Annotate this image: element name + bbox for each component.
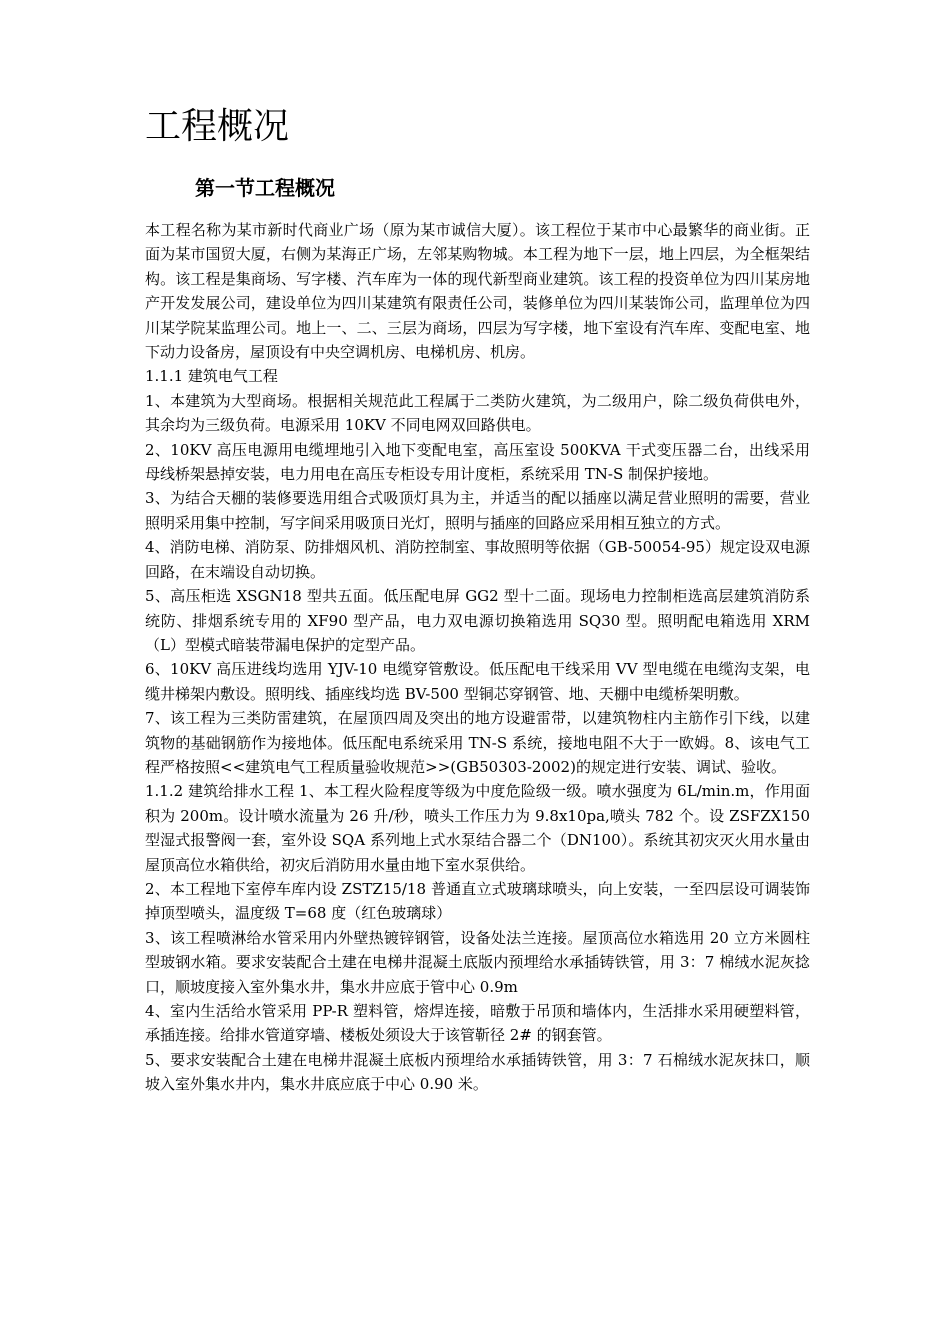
paragraph-plumbing-4: 4、室内生活给水管采用 PP-R 塑料管，熔焊连接，暗敷于吊顶和墙体内，生活排水采用硬塑料管，承插连接。给排水管道穿墙、楼板处须设大于该管靳径 2# 的钢套管。 <box>145 1002 810 1045</box>
paragraph-electrical-1: 1、本建筑为大型商场。根据相关规范此工程属于二类防火建筑，为二级用户，除二级负荷供电外，其余均为三级负荷。电源采用 10KV 不同电网双回路供电。 <box>145 391 810 435</box>
paragraph-plumbing-1: 1.1.2 建筑给排水工程 1、本工程火险程度等级为中度危险级一级。喷水强度为 6L/min.m，作用面积为 200m。设计喷水流量为 26 升/秒，喷头工作压力为 9.8x10pa,喷头 782 个。设 ZSFZX150 型湿式报警阀一套，室外设 SQA 系列地上式水泵结合器二个（DN100）。系统其初灾灭火用水量由屋顶高位水箱供给，初灾后消防用水量由地下室水泵供给。 <box>145 782 810 874</box>
paragraph-electrical-4: 4、消防电梯、消防泵、防排烟风机、消防控制室、事故照明等依据（GB-50054-95）规定设双电源回路，在末端设自动切换。 <box>145 538 810 581</box>
subheading-electrical: 1.1.1 建筑电气工程 <box>145 367 278 386</box>
document-title: 工程概况 <box>145 106 290 147</box>
paragraph-plumbing-3: 3、该工程喷淋给水管采用内外壁热镀锌钢管，设备处法兰连接。屋顶高位水箱选用 20 立方米圆柱型玻钢水箱。要求安装配合土建在电梯井混凝土底版内预埋给水承插铸铁管，用 3：7 棉绒水泥灰捻口，顺坡度接入室外集水井，集水井应底于管中心 0.9m <box>145 928 810 996</box>
paragraph-electrical-6: 6、10KV 高压进线均选用 YJV-10 电缆穿管敷设。低压配电干线采用 VV 型电缆在电缆沟支架，电缆井梯架内敷设。照明线、插座线均选 BV-500 型铜芯穿钢管、地、天棚中电缆桥架明敷。 <box>145 660 810 703</box>
paragraph-electrical-5: 5、高压柜选 XSGN18 型共五面。低压配电屏 GG2 型十二面。现场电力控制柜选高层建筑消防系统防、排烟系统专用的 XF90 型产品，电力双电源切换箱选用 SQ30 型。照明配电箱选用 XRM（L）型模式暗装带漏电保护的定型产品。 <box>145 587 810 654</box>
document-page <box>145 100 810 1097</box>
paragraph-electrical-2: 2、10KV 高压电源用电缆埋地引入地下变配电室，高压室设 500KVA 干式变压器二台，出线采用母线桥架悬掉安装，电力用电在高压专柜设专用计度柜，系统采用 TN-S 制保护接地。 <box>145 440 810 484</box>
paragraph-plumbing-2: 2、本工程地下室停车库内设 ZSTZ15/18 普通直立式玻璃球喷头，向上安装，一至四层设可调装饰掉顶型喷头，温度级 T=68 度（红色玻璃球） <box>145 879 810 923</box>
section-title: 第一节工程概况 <box>195 176 335 200</box>
paragraph-electrical-7: 7、该工程为三类防雷建筑，在屋顶四周及突出的地方设避雷带，以建筑物柱内主筋作引下线，以建筑物的基础钢筋作为接地体。低压配电系统采用 TN-S 系统，接地电阻不大于一欧姆。8、该电气工程严格按照<<建筑电气工程质量验收规范>>(GB50303-2002)的规定进行安装、调试、验收。 <box>145 709 810 776</box>
document-body <box>145 218 810 1097</box>
paragraph-electrical-3: 3、为结合天棚的装修要选用组合式吸顶灯具为主，并适当的配以插座以满足营业照明的需要，营业照明采用集中控制，写字间采用吸顶日光灯，照明与插座的回路应采用相互独立的方式。 <box>145 489 810 532</box>
paragraph-overview: 本工程名称为某市新时代商业广场（原为某市诚信大厦）。该工程位于某市中心最繁华的商业街。正面为某市国贸大厦，右侧为某海正广场，左邻某购物城。本工程为地下一层，地上四层，为全框架结构。该工程是集商场、写字楼、汽车库为一体的现代新型商业建筑。该工程的投资单位为四川某房地产开发发展公司，建设单位为四川某建筑有限责任公司，装修单位为四川某装饰公司，监理单位为四川某学院某监理公司。地上一、二、三层为商场，四层为写字楼，地下室设有汽车库、变配电室、地下动力设备房，屋顶设有中央空调机房、电梯机房、机房。 <box>145 221 810 362</box>
paragraph-plumbing-5: 5、要求安装配合土建在电梯井混凝土底板内预埋给水承插铸铁管，用 3：7 石棉绒水泥灰抹口，顺坡入室外集水井内，集水井底应底于中心 0.90 米。 <box>145 1050 810 1094</box>
